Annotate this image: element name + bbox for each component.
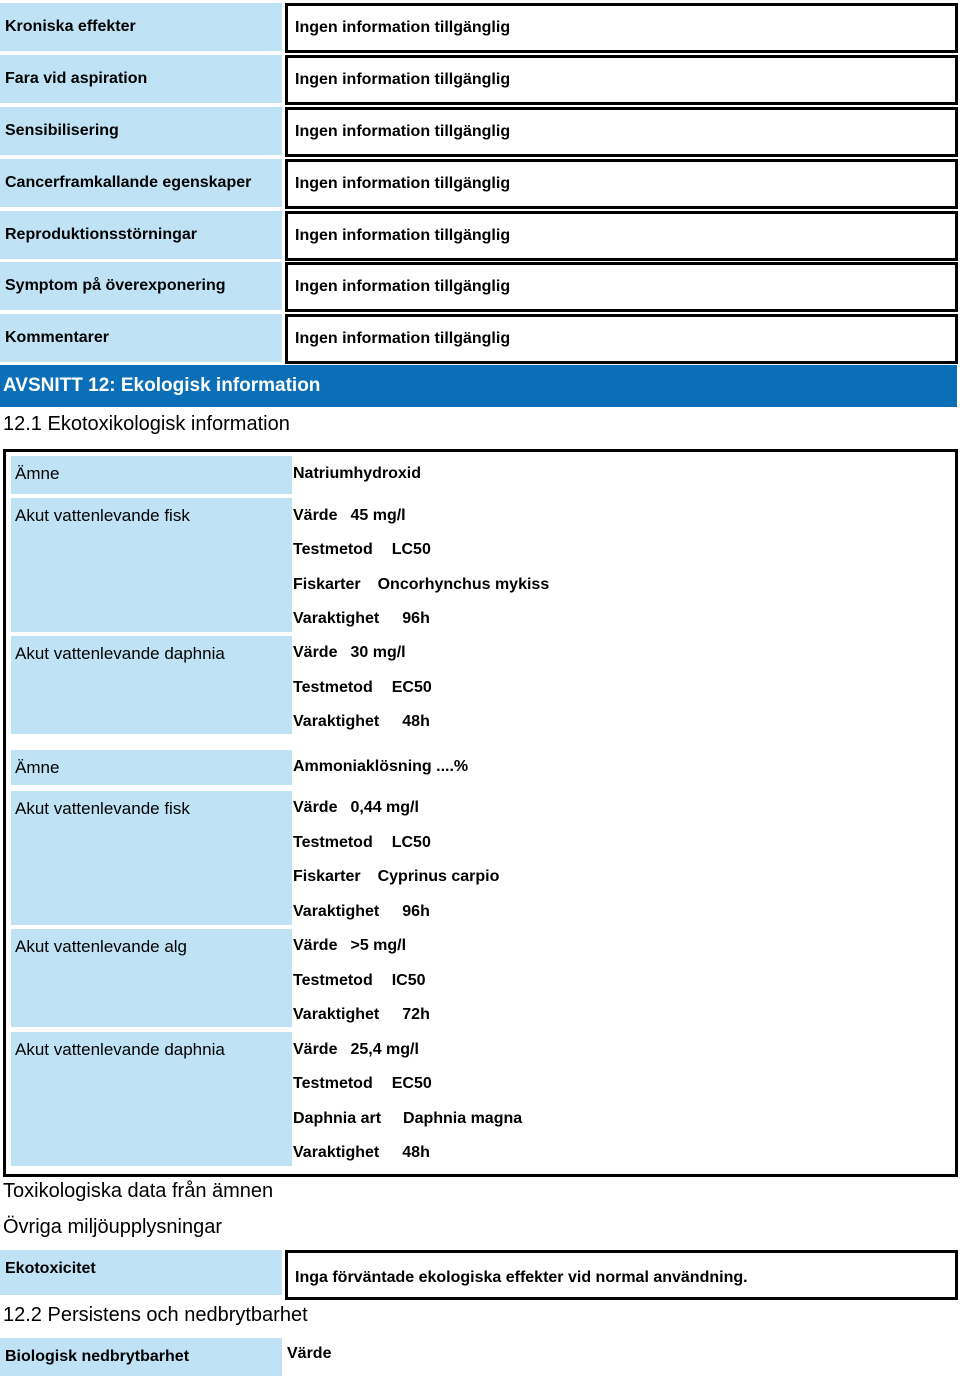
substance1-fish-label: Akut vattenlevande fisk xyxy=(11,498,292,632)
s2-fish-varde: Värde 0,44 mg/l xyxy=(293,799,419,816)
substance1-amne-label: Ämne xyxy=(11,456,292,494)
row-value-reproduktionsstorningar: Ingen information tillgänglig xyxy=(285,211,958,261)
s1-fish-varde: Värde 45 mg/l xyxy=(293,507,406,524)
s1-daphnia-testmetod: Testmetod EC50 xyxy=(293,679,432,696)
subsection-12-1-title: 12.1 Ekotoxikologisk information xyxy=(3,413,290,435)
row-value-symptom: Ingen information tillgänglig xyxy=(285,262,958,312)
row-label-symptom: Symptom på överexponering xyxy=(0,262,282,310)
s2-alg-varaktighet: Varaktighet 72h xyxy=(293,1006,430,1023)
row-label-sensibilisering: Sensibilisering xyxy=(0,107,282,155)
row-value-cancerframkallande: Ingen information tillgänglig xyxy=(285,159,958,209)
s1-fish-fiskarter: Fiskarter Oncorhynchus mykiss xyxy=(293,576,550,593)
substance2-name: Ammoniaklösning ....% xyxy=(293,758,469,775)
s2-alg-testmetod: Testmetod IC50 xyxy=(293,972,426,989)
ecotox-table xyxy=(3,449,958,1177)
row-value-kroniska-effekter: Ingen information tillgänglig xyxy=(285,3,958,53)
row-value-kommentarer: Ingen information tillgänglig xyxy=(285,314,958,364)
row-label-kommentarer: Kommentarer xyxy=(0,314,282,362)
substance2-daphnia-label: Akut vattenlevande daphnia xyxy=(11,1032,292,1166)
s1-daphnia-varde: Värde 30 mg/l xyxy=(293,644,406,661)
row-value-sensibilisering: Ingen information tillgänglig xyxy=(285,107,958,157)
row-value-fara-vid-aspiration: Ingen information tillgänglig xyxy=(285,55,958,105)
row-label-fara-vid-aspiration: Fara vid aspiration xyxy=(0,55,282,103)
s2-daphnia-varaktighet: Varaktighet 48h xyxy=(293,1144,430,1161)
substance1-name: Natriumhydroxid xyxy=(293,465,422,482)
row-label-cancerframkallande: Cancerframkallande egenskaper xyxy=(0,159,282,207)
s1-fish-testmetod: Testmetod LC50 xyxy=(293,541,431,558)
section-12-banner: AVSNITT 12: Ekologisk information xyxy=(0,365,957,407)
other-env-info-title: Övriga miljöupplysningar xyxy=(3,1216,222,1238)
s1-fish-varaktighet: Varaktighet 96h xyxy=(293,610,430,627)
substance2-amne-label: Ämne xyxy=(11,750,292,785)
s2-fish-testmetod: Testmetod LC50 xyxy=(293,834,431,851)
row-label-kroniska-effekter: Kroniska effekter xyxy=(0,3,282,51)
s2-fish-fiskarter: Fiskarter Cyprinus carpio xyxy=(293,868,500,885)
subsection-12-2-title: 12.2 Persistens och nedbrytbarhet xyxy=(3,1304,308,1326)
s2-alg-varde: Värde >5 mg/l xyxy=(293,937,407,954)
s2-daphnia-art: Daphnia art Daphnia magna xyxy=(293,1110,523,1127)
substance2-fish-label: Akut vattenlevande fisk xyxy=(11,791,292,925)
s2-daphnia-varde: Värde 25,4 mg/l xyxy=(293,1041,419,1058)
substance2-alg-label: Akut vattenlevande alg xyxy=(11,929,292,1027)
biodeg-label: Biologisk nedbrytbarhet xyxy=(0,1338,282,1376)
row-label-reproduktionsstorningar: Reproduktionsstörningar xyxy=(0,211,282,259)
substance1-daphnia-label: Akut vattenlevande daphnia xyxy=(11,636,292,734)
s1-daphnia-varaktighet: Varaktighet 48h xyxy=(293,713,430,730)
ekotoxicitet-label: Ekotoxicitet xyxy=(0,1250,282,1295)
ekotoxicitet-value: Inga förväntade ekologiska effekter vid normal användning. xyxy=(285,1250,958,1300)
s2-fish-varaktighet: Varaktighet 96h xyxy=(293,903,430,920)
tox-data-title: Toxikologiska data från ämnen xyxy=(3,1180,274,1202)
s2-daphnia-testmetod: Testmetod EC50 xyxy=(293,1075,432,1092)
biodeg-value-label: Värde xyxy=(287,1345,332,1362)
